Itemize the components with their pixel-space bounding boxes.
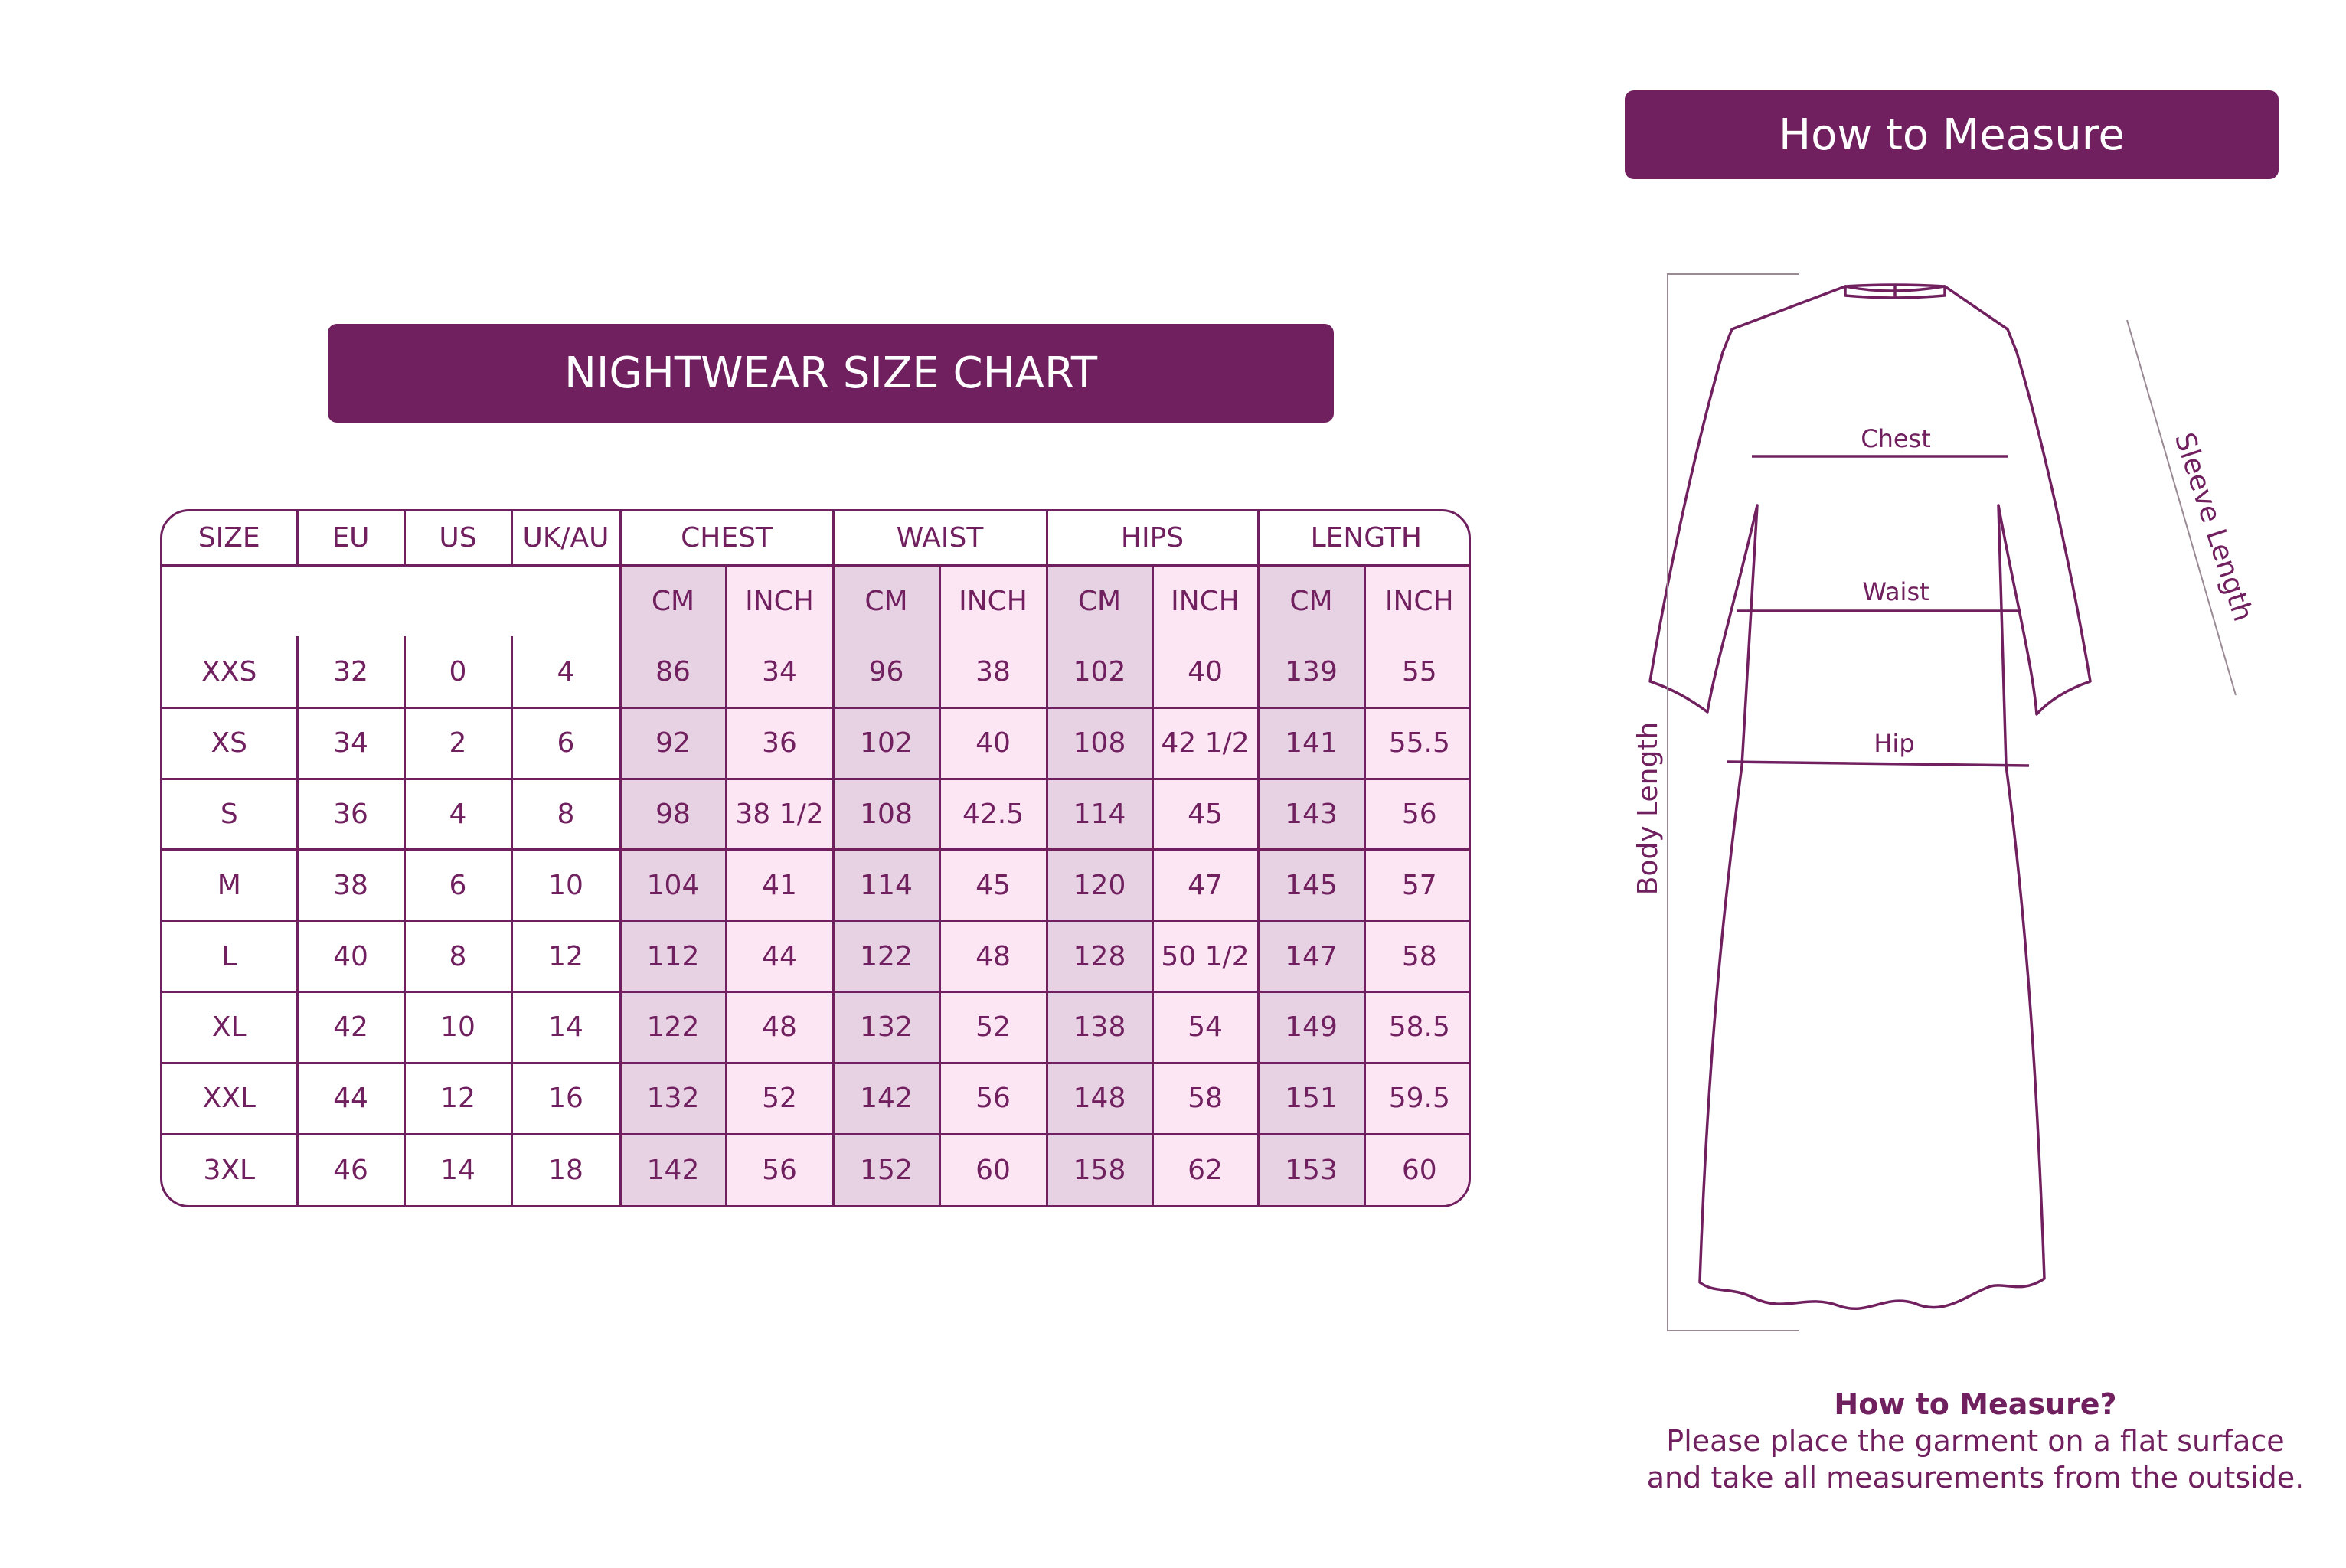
size-cell: XS (162, 707, 297, 779)
eu-header: EU (297, 511, 404, 566)
hip-line (1727, 762, 2029, 766)
table-cell: 60 (1364, 1134, 1471, 1205)
table-cell: 40 (1152, 636, 1258, 707)
unit-cell: INCH (939, 566, 1047, 637)
dress-measurement-diagram (1608, 260, 2282, 1332)
table-cell: 42 1/2 (1152, 707, 1258, 779)
chest-label: Chest (1861, 424, 1931, 453)
measure-instructions (1608, 1386, 2343, 1496)
table-cell: 44 (726, 921, 833, 992)
table-row (162, 921, 1471, 992)
table-cell: 0 (404, 636, 511, 707)
blank-unit-cell (162, 566, 620, 637)
table-cell: 14 (404, 1134, 511, 1205)
table-cell: 6 (511, 707, 620, 779)
table-cell: 34 (726, 636, 833, 707)
body-length-bracket (1668, 274, 1799, 1331)
table-cell: 158 (1047, 1134, 1152, 1205)
table-cell: 60 (939, 1134, 1047, 1205)
table-cell: 45 (939, 850, 1047, 921)
size-header: SIZE (162, 511, 297, 566)
unit-row (162, 566, 1471, 637)
table-cell: 32 (297, 636, 404, 707)
unit-cell: CM (620, 566, 726, 637)
table-cell: 96 (833, 636, 939, 707)
table-cell: 52 (726, 1063, 833, 1134)
table-cell: 151 (1258, 1063, 1364, 1134)
table-cell: 114 (1047, 779, 1152, 850)
table-row (162, 1134, 1471, 1205)
table-cell: 102 (1047, 636, 1152, 707)
table-cell: 46 (297, 1134, 404, 1205)
table-cell: 50 1/2 (1152, 921, 1258, 992)
table-cell: 145 (1258, 850, 1364, 921)
hip-label: Hip (1874, 729, 1915, 758)
table-cell: 14 (511, 992, 620, 1063)
table-cell: 10 (404, 992, 511, 1063)
table-cell: 57 (1364, 850, 1471, 921)
size-cell: XXL (162, 1063, 297, 1134)
table-cell: 55.5 (1364, 707, 1471, 779)
table-cell: 92 (620, 707, 726, 779)
table-cell: 36 (297, 779, 404, 850)
table-cell: 132 (833, 992, 939, 1063)
unit-cell: INCH (726, 566, 833, 637)
table-row (162, 636, 1471, 707)
table-cell: 54 (1152, 992, 1258, 1063)
table-cell: 59.5 (1364, 1063, 1471, 1134)
table-cell: 108 (833, 779, 939, 850)
waist-header: WAIST (833, 511, 1047, 566)
table-cell: 138 (1047, 992, 1152, 1063)
table-cell: 139 (1258, 636, 1364, 707)
table-cell: 41 (726, 850, 833, 921)
size-cell: S (162, 779, 297, 850)
table-row (162, 1063, 1471, 1134)
table-cell: 8 (404, 921, 511, 992)
length-header: LENGTH (1258, 511, 1471, 566)
size-cell: 3XL (162, 1134, 297, 1205)
table-cell: 56 (939, 1063, 1047, 1134)
unit-cell: INCH (1364, 566, 1471, 637)
table-cell: 38 (297, 850, 404, 921)
table-cell: 56 (726, 1134, 833, 1205)
how-to-measure-header: How to Measure (1625, 90, 2279, 179)
size-cell: XL (162, 992, 297, 1063)
hips-header: HIPS (1047, 511, 1258, 566)
table-header-row (162, 511, 1471, 566)
size-cell: M (162, 850, 297, 921)
table-cell: 6 (404, 850, 511, 921)
size-cell: L (162, 921, 297, 992)
uk-au-header: UK/AU (511, 511, 620, 566)
table-cell: 56 (1364, 779, 1471, 850)
table-cell: 8 (511, 779, 620, 850)
table-cell: 86 (620, 636, 726, 707)
table-cell: 58 (1152, 1063, 1258, 1134)
unit-cell: CM (1047, 566, 1152, 637)
table-cell: 16 (511, 1063, 620, 1134)
chest-header: CHEST (620, 511, 833, 566)
table-cell: 36 (726, 707, 833, 779)
table-cell: 2 (404, 707, 511, 779)
table-cell: 10 (511, 850, 620, 921)
table-cell: 122 (620, 992, 726, 1063)
table-cell: 4 (511, 636, 620, 707)
unit-cell: CM (1258, 566, 1364, 637)
table-cell: 18 (511, 1134, 620, 1205)
table-cell: 62 (1152, 1134, 1258, 1205)
unit-cell: INCH (1152, 566, 1258, 637)
table-row (162, 992, 1471, 1063)
table-cell: 34 (297, 707, 404, 779)
table-cell: 45 (1152, 779, 1258, 850)
table-cell: 40 (939, 707, 1047, 779)
table-cell: 120 (1047, 850, 1152, 921)
table-cell: 122 (833, 921, 939, 992)
table-cell: 132 (620, 1063, 726, 1134)
table-row (162, 707, 1471, 779)
table-cell: 40 (297, 921, 404, 992)
table-cell: 102 (833, 707, 939, 779)
table-cell: 44 (297, 1063, 404, 1134)
table-cell: 143 (1258, 779, 1364, 850)
table-cell: 104 (620, 850, 726, 921)
table-cell: 147 (1258, 921, 1364, 992)
table-cell: 42 (297, 992, 404, 1063)
measure-instructions-line: Please place the garment on a flat surface (1666, 1424, 2285, 1458)
table-cell: 58.5 (1364, 992, 1471, 1063)
table-cell: 98 (620, 779, 726, 850)
table-cell: 114 (833, 850, 939, 921)
size-chart-title: NIGHTWEAR SIZE CHART (328, 324, 1334, 423)
table-cell: 48 (726, 992, 833, 1063)
table-cell: 58 (1364, 921, 1471, 992)
table-cell: 142 (833, 1063, 939, 1134)
waist-label: Waist (1862, 577, 1929, 606)
table-cell: 149 (1258, 992, 1364, 1063)
body-length-label: Body Length (1632, 721, 1664, 896)
table-cell: 153 (1258, 1134, 1364, 1205)
measure-instructions-title: How to Measure? (1834, 1387, 2117, 1421)
table-cell: 52 (939, 992, 1047, 1063)
table-cell: 55 (1364, 636, 1471, 707)
table-cell: 128 (1047, 921, 1152, 992)
table-cell: 148 (1047, 1063, 1152, 1134)
table-cell: 38 1/2 (726, 779, 833, 850)
table-cell: 4 (404, 779, 511, 850)
table-cell: 48 (939, 921, 1047, 992)
size-rows (162, 636, 1471, 1205)
table-cell: 38 (939, 636, 1047, 707)
size-table (160, 509, 1471, 1207)
us-header: US (404, 511, 511, 566)
table-cell: 47 (1152, 850, 1258, 921)
table-cell: 152 (833, 1134, 939, 1205)
table-cell: 112 (620, 921, 726, 992)
table-cell: 12 (511, 921, 620, 992)
size-cell: XXS (162, 636, 297, 707)
table-cell: 42.5 (939, 779, 1047, 850)
sleeve-length-label: Sleeve Length (2168, 429, 2259, 626)
table-cell: 141 (1258, 707, 1364, 779)
table-cell: 12 (404, 1063, 511, 1134)
table-cell: 142 (620, 1134, 726, 1205)
table-row (162, 779, 1471, 850)
measure-instructions-line: and take all measurements from the outside. (1646, 1461, 2305, 1494)
table-cell: 108 (1047, 707, 1152, 779)
table-row (162, 850, 1471, 921)
unit-cell: CM (833, 566, 939, 637)
